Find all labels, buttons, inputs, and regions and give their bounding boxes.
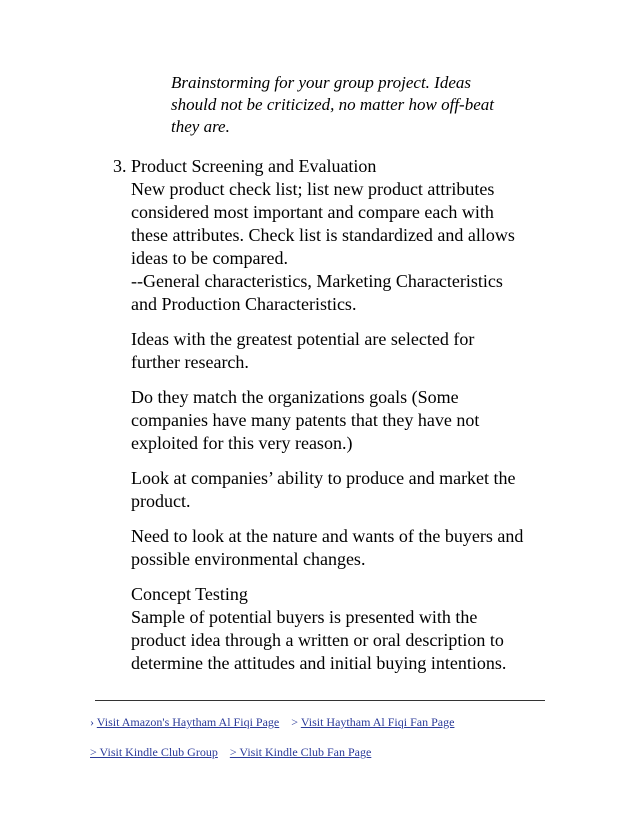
text-line: exploited for this very reason.) <box>131 433 353 453</box>
text-line: Do they match the organizations goals (Some <box>131 387 459 407</box>
text-line: possible environmental changes. <box>131 549 366 569</box>
fan-page-link[interactable]: Visit Haytham Al Fiqi Fan Page <box>300 715 455 729</box>
text-line: Brainstorming for your group project. Ideas <box>171 73 472 92</box>
footer-divider <box>95 700 545 701</box>
text-line: product. <box>131 491 191 511</box>
brainstorming-note <box>171 72 571 138</box>
text-line: companies have many patents that they have not <box>131 410 480 430</box>
paragraph-buyer-needs <box>131 525 601 571</box>
paragraph-organization-goals <box>131 386 601 455</box>
text-line: Sample of potential buyers is presented with the <box>131 607 478 627</box>
paragraph-concept-testing <box>131 583 601 675</box>
text-line: considered most important and compare each with <box>131 202 494 222</box>
footer-links-row-1 <box>90 715 454 729</box>
text-line: product idea through a written or oral description to <box>131 630 504 650</box>
list-item-number: 3. <box>113 156 127 176</box>
text-line: and Production Characteristics. <box>131 294 357 314</box>
list-item-content <box>131 155 601 687</box>
text-line: New product check list; list new product attributes <box>131 179 495 199</box>
text-line: Concept Testing <box>131 584 248 604</box>
text-line: Look at companies’ ability to produce and market the <box>131 468 516 488</box>
footer-links-row-2 <box>90 745 371 759</box>
text-line: Ideas with the greatest potential are selected for <box>131 329 475 349</box>
kindle-club-group-link[interactable]: > Visit Kindle Club Group <box>90 745 218 759</box>
paragraph-company-ability <box>131 467 601 513</box>
text-line: determine the attitudes and initial buying intentions. <box>131 653 507 673</box>
text-line: they are. <box>171 117 230 136</box>
text-line: Need to look at the nature and wants of the buyers and <box>131 526 524 546</box>
text-line: ideas to be compared. <box>131 248 288 268</box>
paragraph-product-screening <box>131 155 601 316</box>
link-prefix-glyph: › <box>90 715 94 729</box>
text-line: --General characteristics, Marketing Characteristics <box>131 271 503 291</box>
text-line: Product Screening and Evaluation <box>131 156 377 176</box>
text-line: should not be criticized, no matter how off-beat <box>171 95 494 114</box>
text-line: further research. <box>131 352 249 372</box>
kindle-club-fan-page-link[interactable]: > Visit Kindle Club Fan Page <box>229 745 372 759</box>
paragraph-greatest-potential <box>131 328 601 374</box>
link-separator-glyph: > <box>291 715 299 729</box>
text-line: these attributes. Check list is standardized and allows <box>131 225 515 245</box>
amazon-author-page-link[interactable]: Visit Amazon's Haytham Al Fiqi Page <box>96 715 280 729</box>
